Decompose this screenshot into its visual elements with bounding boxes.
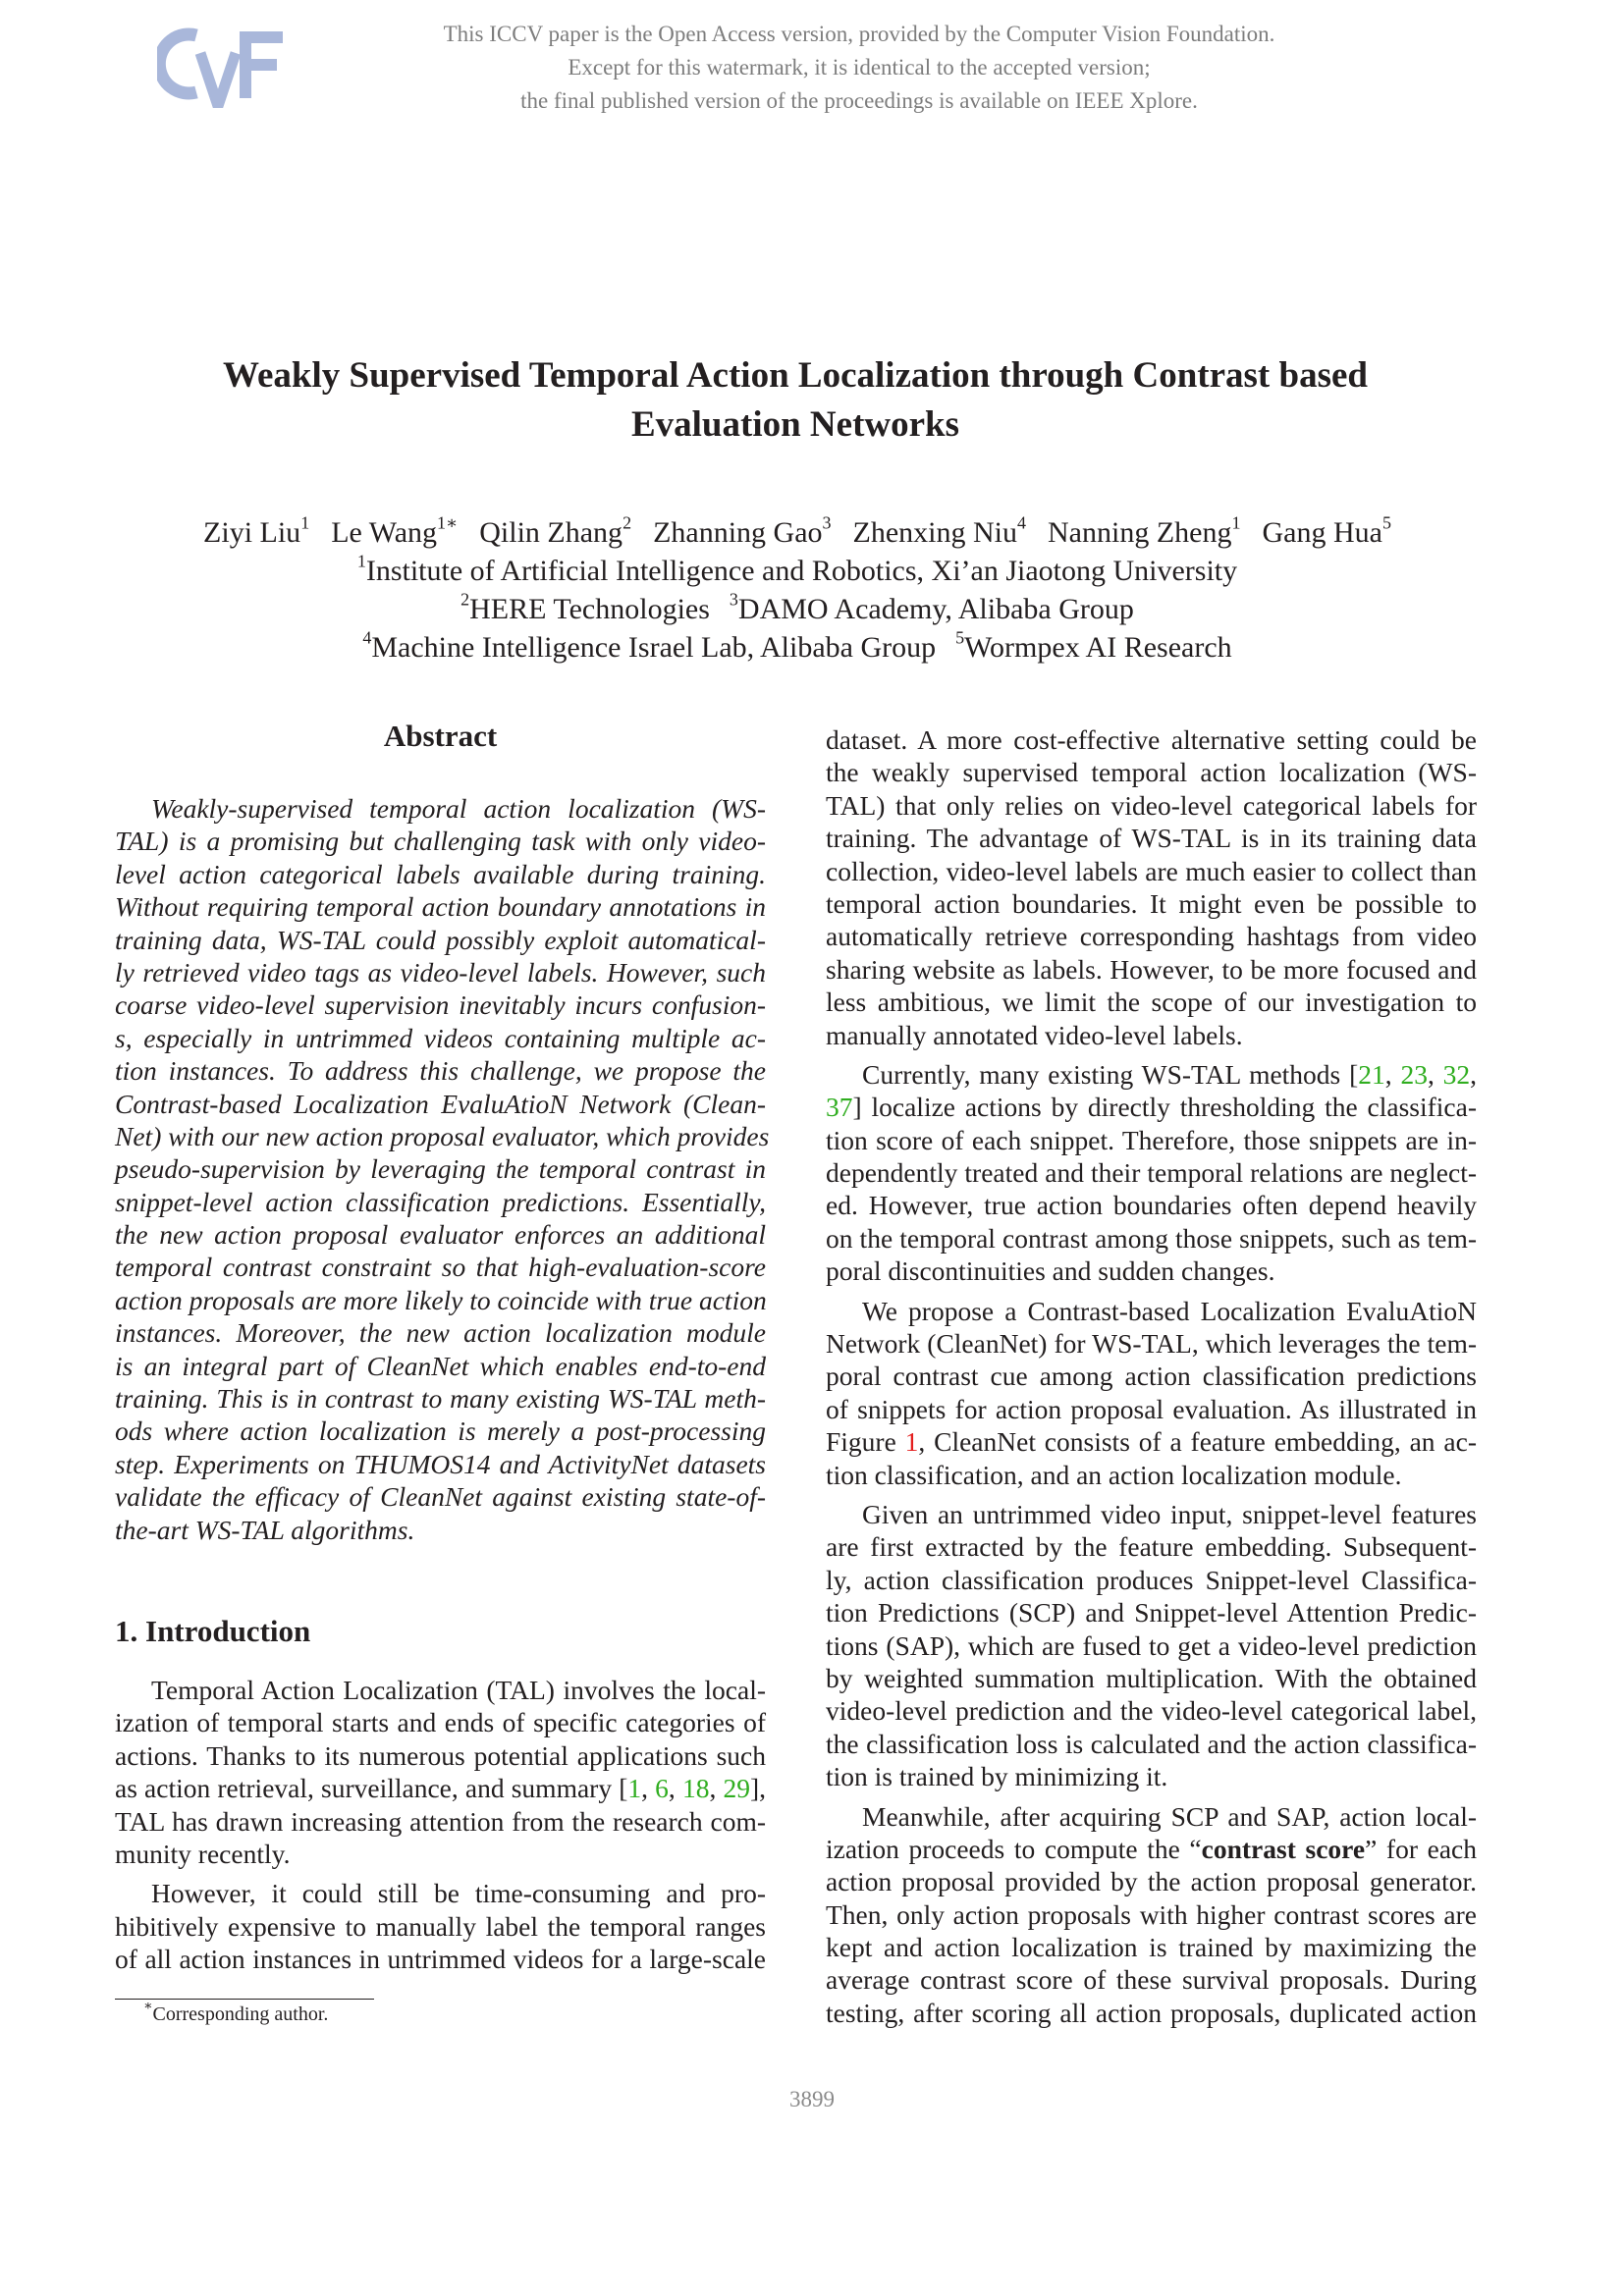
text-line: validate the efficacy of CleanNet against existing state-of- [115, 1481, 766, 1513]
text-line: munity recently. [115, 1838, 291, 1869]
affiliation [356, 551, 1238, 587]
citation-link[interactable]: 23 [1400, 1058, 1428, 1090]
text-line: step. Experiments on THUMOS14 and ActivityNet datasets [115, 1448, 766, 1479]
text-line: of all action instances in untrimmed videos for a large-scale [115, 1944, 766, 1975]
text-line: coarse video-level supervision inevitably incurs confusion- [115, 989, 766, 1021]
author-name: Gang Hua [1262, 516, 1382, 549]
paragraph [115, 792, 770, 1546]
text-line: video-level prediction and the video-level categorical label, [826, 1695, 1477, 1727]
author-affiliation-mark: 2 [623, 512, 632, 533]
author-name: Nanning Zheng [1048, 516, 1232, 549]
text-line: Then, only action proposals with higher contrast scores are [826, 1898, 1477, 1930]
text-line: tion Predictions (SCP) and Snippet-level Attention Predic- [826, 1597, 1477, 1629]
page-number: 3899 [789, 2087, 835, 2111]
text-line: are first extracted by the feature embedding. Subsequent- [826, 1531, 1477, 1563]
text-line: temporal contrast constraint so that high-evaluation-score [115, 1252, 766, 1283]
affiliation-mark: 1 [356, 551, 366, 571]
text-line: training data, WS-TAL could possibly exploit automatical- [115, 924, 766, 955]
text-line: action proposal provided by the action proposal generator. [826, 1866, 1477, 1897]
footnote-divider [115, 1999, 374, 2000]
cvf-logo [157, 27, 285, 108]
text-line: of snippets for action proposal evaluation. As illustrated in [826, 1393, 1477, 1424]
affiliation-name: Machine Intelligence Israel Lab, Alibaba Group [371, 631, 937, 664]
affiliation [460, 589, 710, 625]
affiliation-name: Wormpex AI Research [964, 631, 1232, 664]
citation-link[interactable]: 29 [723, 1773, 750, 1804]
text-line: Currently, many existing WS-TAL methods [21, 23, 32, [862, 1058, 1478, 1090]
text-line: ization proceeds to compute the “contrast score” for each [826, 1833, 1477, 1864]
text-line: automatically retrieve corresponding hashtags from video [826, 921, 1477, 952]
title-line: Evaluation Networks [630, 404, 960, 445]
text-line: actions. Thanks to its numerous potential applications such [115, 1739, 766, 1771]
text-line: kept and action localization is trained by maximizing the [826, 1932, 1477, 1963]
text-line: tion classification, and an action localization module. [826, 1459, 1402, 1490]
paper-title [118, 351, 1473, 450]
text-line: poral discontinuities and sudden changes. [826, 1255, 1275, 1287]
introduction-body [115, 1674, 766, 1976]
text-line: the classification loss is calculated and the action classifica- [826, 1728, 1477, 1759]
text-line: ed. However, true action boundaries often depend heavily [826, 1190, 1477, 1221]
author [203, 512, 310, 549]
text-line: action proposals are more likely to coincide with true action [115, 1284, 767, 1315]
text-line: by weighted summation multiplication. With the obtained [826, 1662, 1477, 1693]
text-line: tion instances. To address this challenge, we propose the [115, 1055, 766, 1087]
text-line: Given an untrimmed video input, snippet-level features [862, 1498, 1477, 1529]
citation-link[interactable]: 18 [681, 1773, 710, 1804]
bold-term: contrast score [1201, 1833, 1366, 1864]
affiliation-name: Institute of Artificial Intelligence and Robotics, Xi’an Jiaotong University [365, 555, 1238, 587]
title-line: Weakly Supervised Temporal Action Localization through Contrast based [223, 355, 1368, 396]
text-line: instances. Moreover, the new action localization module [115, 1317, 766, 1349]
abstract-heading: Abstract [383, 719, 498, 753]
text-line: less ambitious, we limit the scope of our investigation to [826, 987, 1477, 1018]
text-line: manually annotated video-level labels. [826, 1019, 1243, 1050]
author-affiliation-mark: 3 [822, 512, 832, 533]
watermark-line: This ICCV paper is the Open Access version, provided by the Computer Vision Foundation. [443, 22, 1275, 46]
text-line: 37] localize actions by directly thresholding the classifica- [826, 1092, 1477, 1123]
text-line: Without requiring temporal action boundary annotations in [115, 891, 766, 923]
text-line: training. This is in contrast to many existing WS-TAL meth- [115, 1383, 766, 1415]
paragraph [826, 1295, 1477, 1491]
author [653, 512, 832, 549]
author-affiliation-mark: 1∗ [437, 512, 459, 533]
author-name: Qilin Zhang [479, 516, 623, 549]
affiliation-line [79, 590, 1516, 628]
text-line: Contrast-based Localization EvaluAtioN Network (Clean- [115, 1088, 766, 1119]
author-list [79, 513, 1516, 552]
text-line: tion score of each snippet. Therefore, those snippets are in- [826, 1124, 1477, 1155]
text-line: testing, after scoring all action proposals, duplicated action [826, 1997, 1477, 2028]
text-line: the new action proposal evaluator enforces an additional [115, 1219, 766, 1251]
paragraph [826, 1800, 1477, 2030]
text-line: ly retrieved video tags as video-level labels. However, such [115, 956, 766, 988]
text-line: as action retrieval, surveillance, and summary [1, 6, 18, 29], [115, 1773, 767, 1804]
text-line: temporal action boundaries. It might even be possible to [826, 887, 1477, 919]
author-affiliation-mark: 1 [1231, 512, 1241, 533]
text-line: TAL) that only relies on video-level categorical labels for [826, 789, 1477, 821]
paragraph [115, 1674, 766, 1870]
paragraph [826, 1058, 1477, 1288]
affiliation-name: DAMO Academy, Alibaba Group [737, 593, 1134, 625]
affiliation-list [79, 552, 1516, 667]
text-line: ods where action localization is merely a post-processing [115, 1415, 766, 1447]
author [479, 512, 632, 549]
text-line: TAL has drawn increasing attention from the research com- [115, 1805, 766, 1837]
text-line: ization of temporal starts and ends of specific categories of [115, 1707, 766, 1738]
affiliation-mark: 4 [362, 627, 372, 648]
right-column-body [826, 723, 1477, 2029]
text-line: Weakly-supervised temporal action localization (WS- [151, 793, 766, 824]
footnote [143, 1999, 329, 2026]
text-line: However, it could still be time-consuming and pro- [151, 1878, 766, 1909]
author-block [79, 513, 1516, 667]
watermark-line: the final published version of the proceedings is available on IEEE Xplore. [520, 88, 1198, 113]
open-access-watermark [324, 18, 1394, 118]
text-line: ly, action classification produces Snippet-level Classifica- [826, 1564, 1477, 1595]
author [1048, 512, 1241, 549]
affiliation [729, 589, 1134, 625]
affiliation-line [79, 552, 1516, 590]
text-line: average contrast score of these survival proposals. During [826, 1964, 1477, 1996]
author [1262, 512, 1391, 549]
author-name: Ziyi Liu [203, 516, 301, 549]
text-line: level action categorical labels available during training. [115, 858, 766, 889]
citation-link[interactable]: 21 [1358, 1058, 1385, 1090]
text-line: is an integral part of CleanNet which enables end-to-end [115, 1350, 766, 1381]
text-line: poral contrast cue among action classification predictions [826, 1361, 1477, 1392]
text-line: training. The advantage of WS-TAL is in its training data [826, 823, 1477, 854]
paragraph [826, 1498, 1477, 1793]
affiliation-mark: 2 [460, 589, 470, 610]
affiliation [955, 627, 1232, 664]
footnote-mark: ∗ [143, 1999, 153, 2014]
paragraph [115, 1877, 766, 1975]
text-line: Figure 1, CleanNet consists of a feature embedding, an ac- [826, 1426, 1477, 1458]
author [852, 512, 1027, 549]
affiliation [362, 627, 937, 664]
text-line: tion is trained by minimizing it. [826, 1761, 1168, 1792]
affiliation-mark: 5 [955, 627, 965, 648]
text-line: the weakly supervised temporal action localization (WS- [826, 757, 1477, 788]
text-line: sharing website as labels. However, to be more focused and [826, 953, 1477, 985]
text-line: collection, video-level labels are much easier to collect than [826, 855, 1477, 886]
paragraph [826, 723, 1477, 1051]
citation-link[interactable]: 6 [655, 1773, 669, 1804]
author-affiliation-mark: 5 [1381, 512, 1391, 533]
citation-link[interactable]: 37 [826, 1092, 853, 1123]
author-affiliation-mark: 4 [1017, 512, 1027, 533]
text-line: tions (SAP), which are fused to get a video-level prediction [826, 1629, 1477, 1661]
text-line: Meanwhile, after acquiring SCP and SAP, action local- [862, 1800, 1477, 1832]
text-line: snippet-level action classification predictions. Essentially, [115, 1186, 766, 1217]
affiliation-name: HERE Technologies [469, 593, 710, 625]
text-line: pseudo-supervision by leveraging the temporal contrast in [115, 1153, 766, 1185]
text-line: Net) with our new action proposal evaluator, which provides [115, 1120, 770, 1151]
author [331, 512, 459, 549]
author-affiliation-mark: 1 [300, 512, 310, 533]
text-line: Temporal Action Localization (TAL) involves the local- [151, 1675, 766, 1705]
affiliation-mark: 3 [729, 589, 738, 610]
introduction-heading: 1. Introduction [115, 1614, 311, 1648]
abstract-body [115, 792, 770, 1546]
author-name: Zhanning Gao [653, 516, 823, 549]
text-line: dependently treated and their temporal relations are neglect- [826, 1157, 1477, 1189]
text-line: s, especially in untrimmed videos containing multiple ac- [115, 1022, 766, 1053]
author-name: Zhenxing Niu [852, 516, 1018, 549]
text-line: on the temporal contrast among those snippets, such as tem- [826, 1222, 1477, 1254]
text-line: Network (CleanNet) for WS-TAL, which leverages the tem- [826, 1328, 1477, 1360]
text-line: the-art WS-TAL algorithms. [115, 1514, 415, 1545]
footnote-text: Corresponding author. [152, 2003, 329, 2025]
citation-link[interactable]: 1 [627, 1773, 642, 1804]
text-line: We propose a Contrast-based Localization EvaluAtioN [862, 1295, 1477, 1326]
affiliation-line [79, 628, 1516, 667]
citation-link[interactable]: 32 [1442, 1058, 1471, 1090]
text-line: hibitively expensive to manually label the temporal ranges [115, 1910, 766, 1942]
figure-link[interactable]: 1 [904, 1426, 919, 1458]
author-name: Le Wang [331, 516, 438, 549]
watermark-line: Except for this watermark, it is identical to the accepted version; [568, 55, 1151, 80]
text-line: dataset. A more cost-effective alternative setting could be [826, 724, 1477, 755]
text-line: TAL) is a promising but challenging task with only video- [115, 826, 766, 857]
